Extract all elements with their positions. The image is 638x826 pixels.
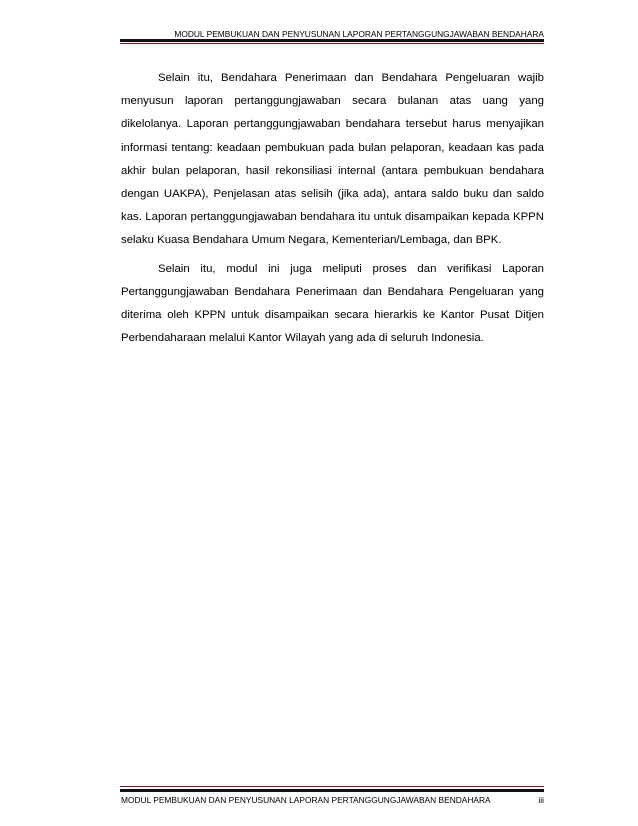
running-header: MODUL PEMBUKUAN DAN PENYUSUNAN LAPORAN PERTANGGUNGJAWABAN BENDAHARA	[174, 29, 544, 39]
header-rule-thick	[120, 39, 544, 42]
footer-rule-thick	[120, 789, 544, 792]
body-text	[121, 67, 544, 355]
page-number: iii	[538, 795, 544, 805]
footer-rule-thin	[120, 786, 544, 787]
header-rule-thin	[120, 43, 544, 44]
running-footer: MODUL PEMBUKUAN DAN PENYUSUNAN LAPORAN PERTANGGUNGJAWABAN BENDAHARA	[121, 795, 491, 805]
paragraph-2: Selain itu, modul ini juga meliputi proses dan verifikasi Laporan Pertanggungjawaban Bendahara Penerimaan dan Bendahara Pengeluaran yang diterima oleh KPPN untuk disampaikan secara hierarkis ke Kantor Pusat Ditjen Perbendaharaan melalui Kantor Wilayah yang ada di seluruh Indonesia.	[121, 262, 544, 345]
paragraph-1: Selain itu, Bendahara Penerimaan dan Bendahara Pengeluaran wajib menyusun laporan pertanggungjawaban secara bulanan atas uang yang dikelolanya. Laporan pertanggungjawaban bendahara tersebut harus menyajikan informasi tentang: keadaan pembukuan pada bulan pelaporan, keadaan kas pada akhir bulan pelaporan, hasil rekonsiliasi internal (antara pembukuan bendahara dengan UAKPA), Penjelasan atas selisih (jika ada), antara saldo buku dan saldo kas. Laporan pertanggungjawaban bendahara itu untuk disampaikan kepada KPPN selaku Kuasa Bendahara Umum Negara, Kementerian/Lembaga, dan BPK.	[121, 72, 544, 247]
